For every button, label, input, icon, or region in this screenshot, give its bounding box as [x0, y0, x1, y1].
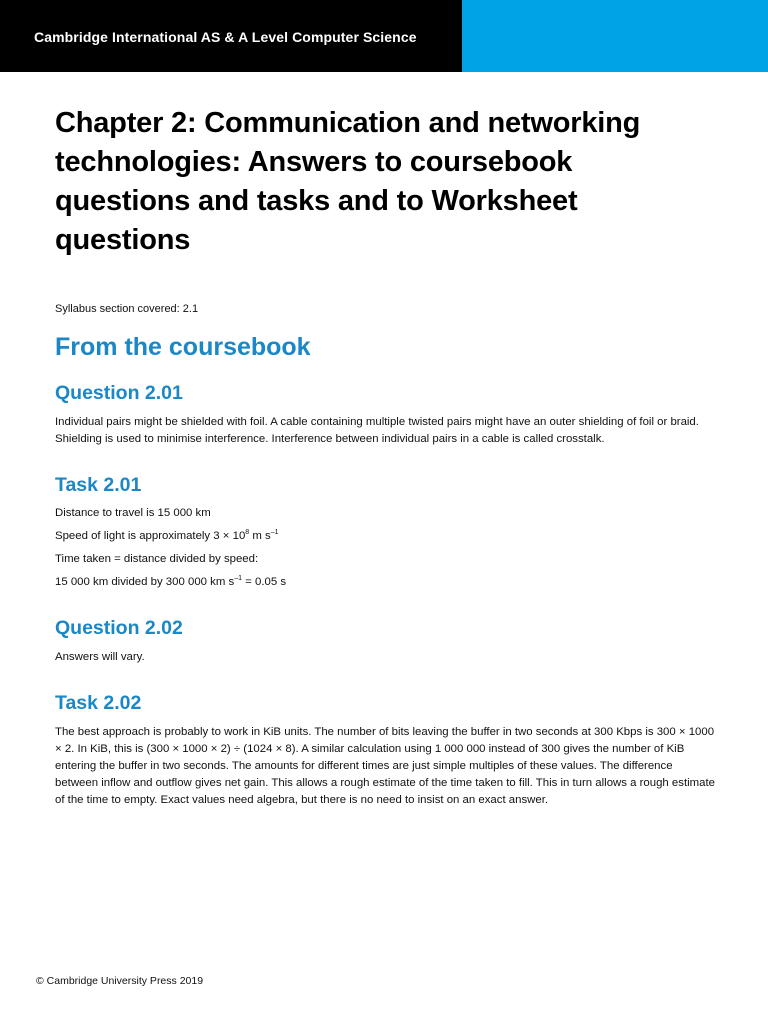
task-2-01-line-2	[55, 528, 715, 545]
task-2-01-heading: Task 2.01	[55, 474, 142, 496]
line-2-text: Speed of light is approximately 3 × 10	[55, 530, 246, 542]
line-4-exponent: –1	[234, 575, 242, 583]
line-2-unit: m s	[249, 530, 271, 542]
section-heading: From the coursebook	[55, 333, 311, 361]
question-2-02-text: Answers will vary.	[55, 651, 145, 663]
page-content	[55, 104, 715, 809]
line-2-unit-exponent: –1	[270, 529, 279, 537]
line-4-result: = 0.05 s	[242, 576, 287, 588]
line-2-exponent: 8	[245, 529, 250, 537]
task-2-02-text: The best approach is probably to work in KiB units. The number of bits leaving the buffer in two seconds at 300 Kbps is 300 × 1000 × 2. In KiB, this is (300 × 1000 × 2) ÷ (1024 × 8). A similar calculation using 1 000 000 instead of 300 gives the number of KiB entering the buffer in two seconds. The amounts for different times are just simple multiples of these values. The difference between inflow and outflow gives net gain. This allows a rough estimate of the time taken to fill. This in turn allows a rough estimate of the time to empty. Exact values need algebra, but there is no need to insist on an exact answer.	[55, 726, 715, 806]
copyright-footer: © Cambridge University Press 2019	[36, 975, 204, 987]
task-2-01-line-1: Distance to travel is 15 000 km	[55, 507, 211, 519]
task-2-02-heading: Task 2.02	[55, 692, 142, 714]
header-blue-block	[462, 0, 768, 72]
chapter-title: Chapter 2: Communication and networking technologies: Answers to coursebook questions and tasks and to Worksheet questions	[55, 107, 641, 256]
syllabus-note: Syllabus section covered: 2.1	[55, 303, 199, 315]
header-bar	[0, 0, 768, 72]
question-2-02-heading: Question 2.02	[55, 617, 183, 639]
question-2-01-heading: Question 2.01	[55, 382, 183, 404]
line-4-text: 15 000 km divided by 300 000 km s	[55, 576, 235, 588]
header-title: Cambridge International AS & A Level Computer Science	[34, 29, 417, 45]
question-2-01-text: Individual pairs might be shielded with foil. A cable containing multiple twisted pairs might have an outer shielding of foil or braid. Shielding is used to minimise interference. Interference between individual pairs in a cable is called crosstalk.	[55, 416, 699, 445]
task-2-01-line-4	[55, 574, 715, 591]
task-2-01-line-3: Time taken = distance divided by speed:	[55, 553, 259, 565]
